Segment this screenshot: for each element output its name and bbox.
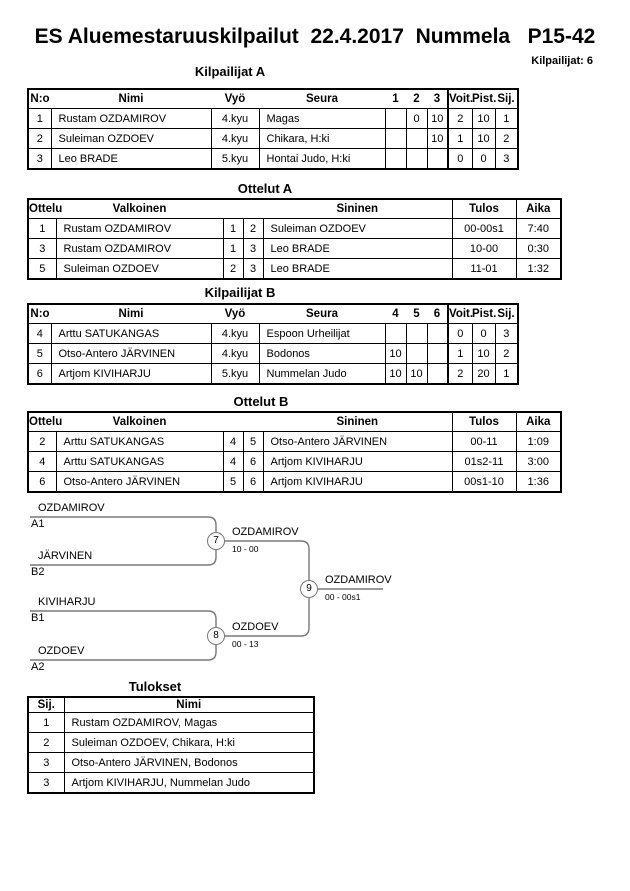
wins-cell: 1 xyxy=(448,344,472,364)
competitor-name: Rustam OZDAMIROV xyxy=(51,109,211,129)
header-row xyxy=(28,199,561,219)
result-cell: 00s1-10 xyxy=(452,472,516,493)
result-name: Otso-Antero JÄRVINEN, Bodonos xyxy=(64,753,314,773)
table-row xyxy=(28,259,561,280)
table-row xyxy=(28,733,314,753)
competitor-club: Magas xyxy=(259,109,385,129)
section-title-pool-b: Kilpailijat B xyxy=(204,285,276,300)
score-cell xyxy=(427,364,448,385)
pool-a-table xyxy=(27,88,519,170)
white-no: 5 xyxy=(223,472,243,493)
col-header-points: Pist. xyxy=(472,304,495,324)
score-cell xyxy=(385,149,406,170)
score-cell xyxy=(427,344,448,364)
col-header-wins: Voit. xyxy=(448,89,472,109)
col-header-name: Nimi xyxy=(51,89,211,109)
score-cell xyxy=(427,324,448,344)
blue-name: Otso-Antero JÄRVINEN xyxy=(263,432,452,452)
time-cell: 1:36 xyxy=(516,472,561,493)
table-row xyxy=(28,239,561,259)
competitor-belt: 4.kyu xyxy=(211,129,259,149)
col-header-wins: Voit. xyxy=(448,304,472,324)
col-header-m6: 6 xyxy=(427,304,448,324)
blue-no: 2 xyxy=(243,219,263,239)
pool-b-table xyxy=(27,303,519,385)
blue-name: Leo BRADE xyxy=(263,239,452,259)
place-cell: 1 xyxy=(495,364,518,385)
score-cell xyxy=(385,109,406,129)
competitor-belt: 4.kyu xyxy=(211,324,259,344)
score-cell: 10 xyxy=(406,364,427,385)
score-cell: 10 xyxy=(385,364,406,385)
col-header-m1: 1 xyxy=(385,89,406,109)
competitor-no: 4 xyxy=(28,324,51,344)
competitor-belt: 4.kyu xyxy=(211,109,259,129)
bracket-winner-name: OZDOEV xyxy=(232,621,279,633)
blue-name: Artjom KIVIHARJU xyxy=(263,452,452,472)
col-header-name: Nimi xyxy=(64,697,314,713)
col-header-result: Tulos xyxy=(452,199,516,219)
competitor-name: Suleiman OZDOEV xyxy=(51,129,211,149)
match-no: 2 xyxy=(28,432,56,452)
col-header-no: N:o xyxy=(28,89,51,109)
col-header-m5: 5 xyxy=(406,304,427,324)
competitor-no: 2 xyxy=(28,129,51,149)
bracket-winner-name: OZDAMIROV xyxy=(232,526,299,538)
match-number-circle: 8 xyxy=(207,627,225,645)
competitor-club: Bodonos xyxy=(259,344,385,364)
white-no: 4 xyxy=(223,452,243,472)
result-place: 3 xyxy=(28,753,64,773)
competitor-belt: 5.kyu xyxy=(211,364,259,385)
blue-no: 3 xyxy=(243,239,263,259)
white-name: Arttu SATUKANGAS xyxy=(56,432,223,452)
match-no: 4 xyxy=(28,452,56,472)
competitor-no: 3 xyxy=(28,149,51,170)
match-no: 1 xyxy=(28,219,56,239)
match-number-circle: 7 xyxy=(207,532,225,550)
header-row xyxy=(28,89,518,109)
competitor-name: Leo BRADE xyxy=(51,149,211,170)
table-row xyxy=(28,324,518,344)
place-cell: 3 xyxy=(495,324,518,344)
table-row xyxy=(28,753,314,773)
match-no: 5 xyxy=(28,259,56,280)
bracket-entry-name: JÄRVINEN xyxy=(38,550,93,562)
result-name: Rustam OZDAMIROV, Magas xyxy=(64,713,314,733)
score-cell xyxy=(406,129,427,149)
competitor-club: Hontai Judo, H:ki xyxy=(259,149,385,170)
result-name: Suleiman OZDOEV, Chikara, H:ki xyxy=(64,733,314,753)
col-header-blue: Sininen xyxy=(263,199,452,219)
wins-cell: 2 xyxy=(448,109,472,129)
elimination-bracket xyxy=(25,498,470,680)
result-place: 1 xyxy=(28,713,64,733)
col-header-match: Ottelu xyxy=(28,412,56,432)
white-name: Arttu SATUKANGAS xyxy=(56,452,223,472)
section-title-pool-a: Kilpailijat A xyxy=(194,64,266,79)
col-header-m3: 3 xyxy=(427,89,448,109)
col-header-time: Aika xyxy=(516,199,561,219)
col-header-club: Seura xyxy=(259,304,385,324)
bracket-entry-seed: B1 xyxy=(31,612,45,624)
result-place: 3 xyxy=(28,773,64,794)
white-no: 1 xyxy=(223,239,243,259)
score-cell xyxy=(427,149,448,170)
bracket-entry-seed: A1 xyxy=(31,518,45,530)
points-cell: 10 xyxy=(472,129,495,149)
matches-b-table xyxy=(27,411,562,493)
bracket-entry-name: KIVIHARJU xyxy=(38,596,96,608)
match-number-circle: 9 xyxy=(300,580,318,598)
time-cell: 7:40 xyxy=(516,219,561,239)
col-header-belt: Vyö xyxy=(211,304,259,324)
place-cell: 2 xyxy=(495,129,518,149)
wins-cell: 0 xyxy=(448,149,472,170)
section-title-matches-a: Ottelut A xyxy=(237,181,293,196)
white-no: 2 xyxy=(223,259,243,280)
col-header-white: Valkoinen xyxy=(56,412,223,432)
competitor-no: 6 xyxy=(28,364,51,385)
col-header-time: Aika xyxy=(516,412,561,432)
col-header-m4: 4 xyxy=(385,304,406,324)
result-cell: 01s2-11 xyxy=(452,452,516,472)
competitor-club: Chikara, H:ki xyxy=(259,129,385,149)
table-row xyxy=(28,219,561,239)
competitor-no: 5 xyxy=(28,344,51,364)
score-cell xyxy=(406,344,427,364)
col-header-points: Pist. xyxy=(472,89,495,109)
section-title-matches-b: Ottelut B xyxy=(233,394,289,409)
white-name: Rustam OZDAMIROV xyxy=(56,239,223,259)
bracket-match-score: 00 - 13 xyxy=(232,639,259,649)
bracket-match-score: 10 - 00 xyxy=(232,544,259,554)
competitor-name: Arttu SATUKANGAS xyxy=(51,324,211,344)
table-row xyxy=(28,129,518,149)
match-no: 6 xyxy=(28,472,56,493)
col-header-name: Nimi xyxy=(51,304,211,324)
header-row xyxy=(28,412,561,432)
competitor-no: 1 xyxy=(28,109,51,129)
score-cell xyxy=(406,324,427,344)
col-header-place: Sij. xyxy=(28,697,64,713)
match-no: 3 xyxy=(28,239,56,259)
col-header-place: Sij. xyxy=(495,89,518,109)
time-cell: 0:30 xyxy=(516,239,561,259)
competitor-club: Espoon Urheilijat xyxy=(259,324,385,344)
col-header-no: N:o xyxy=(28,304,51,324)
col-header-m2: 2 xyxy=(406,89,427,109)
score-cell: 10 xyxy=(427,109,448,129)
result-cell: 00-00s1 xyxy=(452,219,516,239)
competitor-belt: 5.kyu xyxy=(211,149,259,170)
wins-cell: 1 xyxy=(448,129,472,149)
competitor-club: Nummelan Judo xyxy=(259,364,385,385)
white-name: Otso-Antero JÄRVINEN xyxy=(56,472,223,493)
blue-no: 5 xyxy=(243,432,263,452)
points-cell: 0 xyxy=(472,324,495,344)
points-cell: 10 xyxy=(472,109,495,129)
blue-name: Suleiman OZDOEV xyxy=(263,219,452,239)
table-row xyxy=(28,109,518,129)
result-cell: 11-01 xyxy=(452,259,516,280)
competitor-name: Artjom KIVIHARJU xyxy=(51,364,211,385)
col-header-belt: Vyö xyxy=(211,89,259,109)
result-place: 2 xyxy=(28,733,64,753)
score-cell: 10 xyxy=(385,344,406,364)
result-cell: 10-00 xyxy=(452,239,516,259)
score-cell xyxy=(406,149,427,170)
section-title-results: Tulokset xyxy=(128,679,182,694)
bracket-winner-name: OZDAMIROV xyxy=(325,574,392,586)
col-header-club: Seura xyxy=(259,89,385,109)
white-name: Rustam OZDAMIROV xyxy=(56,219,223,239)
bracket-entry-seed: B2 xyxy=(31,566,45,578)
points-cell: 0 xyxy=(472,149,495,170)
col-header-result: Tulos xyxy=(452,412,516,432)
score-cell xyxy=(385,324,406,344)
col-header-white: Valkoinen xyxy=(56,199,223,219)
white-name: Suleiman OZDOEV xyxy=(56,259,223,280)
wins-cell: 2 xyxy=(448,364,472,385)
table-row xyxy=(28,344,518,364)
table-row xyxy=(28,432,561,452)
table-row xyxy=(28,452,561,472)
result-name: Artjom KIVIHARJU, Nummelan Judo xyxy=(64,773,314,794)
bracket-entry-name: OZDOEV xyxy=(38,645,85,657)
wins-cell: 0 xyxy=(448,324,472,344)
points-cell: 10 xyxy=(472,344,495,364)
place-cell: 2 xyxy=(495,344,518,364)
score-cell xyxy=(385,129,406,149)
col-header-match: Ottelu xyxy=(28,199,56,219)
matches-a-table xyxy=(27,198,562,280)
col-header-place: Sij. xyxy=(495,304,518,324)
page-title: ES Aluemestaruuskilpailut 22.4.2017 Nummela P15-42 xyxy=(34,25,596,48)
points-cell: 20 xyxy=(472,364,495,385)
table-row xyxy=(28,773,314,794)
competitors-count-label: Kilpailijat: 6 xyxy=(531,55,593,67)
blue-no: 6 xyxy=(243,452,263,472)
time-cell: 1:09 xyxy=(516,432,561,452)
blue-no: 6 xyxy=(243,472,263,493)
table-row xyxy=(28,713,314,733)
header-row xyxy=(28,697,314,713)
time-cell: 3:00 xyxy=(516,452,561,472)
blue-name: Artjom KIVIHARJU xyxy=(263,472,452,493)
white-no: 4 xyxy=(223,432,243,452)
blue-no: 3 xyxy=(243,259,263,280)
table-row xyxy=(28,149,518,170)
competitor-name: Otso-Antero JÄRVINEN xyxy=(51,344,211,364)
bracket-entry-seed: A2 xyxy=(31,661,45,673)
white-no: 1 xyxy=(223,219,243,239)
table-row xyxy=(28,364,518,385)
table-row xyxy=(28,472,561,493)
blue-name: Leo BRADE xyxy=(263,259,452,280)
bracket-entry-name: OZDAMIROV xyxy=(38,502,105,514)
place-cell: 3 xyxy=(495,149,518,170)
time-cell: 1:32 xyxy=(516,259,561,280)
bracket-match-score: 00 - 00s1 xyxy=(325,592,361,602)
col-header-blue: Sininen xyxy=(263,412,452,432)
competitor-belt: 4.kyu xyxy=(211,344,259,364)
header-row xyxy=(28,304,518,324)
result-cell: 00-11 xyxy=(452,432,516,452)
results-table xyxy=(27,696,315,794)
place-cell: 1 xyxy=(495,109,518,129)
score-cell: 10 xyxy=(427,129,448,149)
score-cell: 0 xyxy=(406,109,427,129)
